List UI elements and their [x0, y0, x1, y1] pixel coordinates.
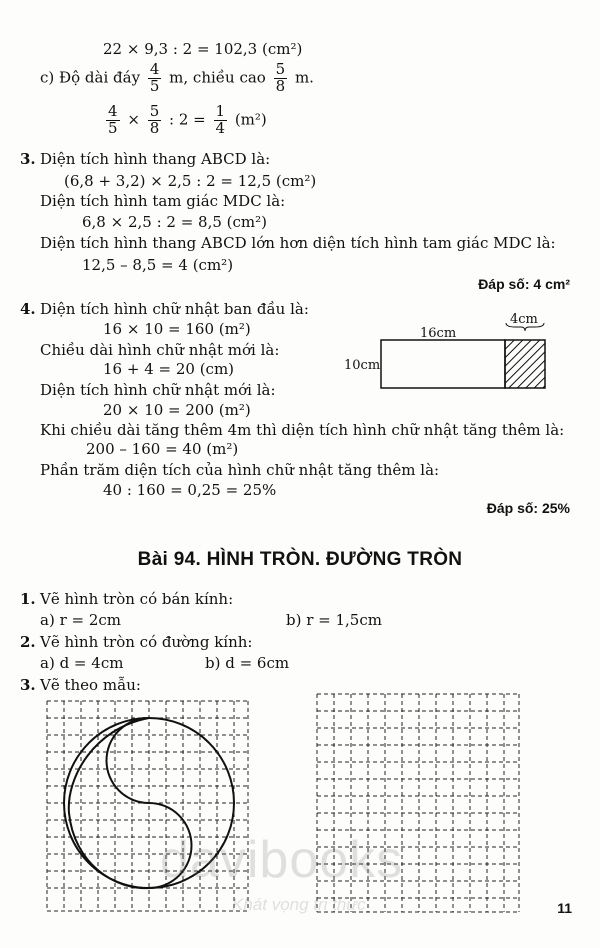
- unit-text: (m²): [234, 110, 267, 129]
- q2-option-a: a) d = 4cm: [40, 654, 124, 672]
- divide-text: : 2 =: [169, 110, 206, 129]
- ex4-answer: Đáp số: 25%: [486, 500, 570, 516]
- watermark-slogan: Khát vọng tri thức: [232, 895, 366, 914]
- ex4-calc5: 40 : 160 = 0,25 = 25%: [103, 481, 277, 499]
- times-sign: ×: [127, 110, 140, 129]
- ex4-line2: Chiều dài hình chữ nhật mới là:: [40, 341, 280, 359]
- part-c-prefix: c) Độ dài đáy: [40, 68, 141, 87]
- fraction-b: $\frac{5}{8}$: [149, 102, 160, 137]
- ex3-answer: Đáp số: 4 cm²: [478, 276, 570, 292]
- ex4-line3: Diện tích hình chữ nhật mới là:: [40, 381, 276, 399]
- q2-number: 2.: [20, 633, 36, 651]
- ex4-calc2: 16 + 4 = 20 (cm): [103, 360, 235, 378]
- label-extension: 4cm: [510, 312, 538, 327]
- original-rectangle: [381, 340, 505, 388]
- extension-hatched: [505, 340, 545, 388]
- q3-number: 3.: [20, 676, 36, 694]
- rectangle-figure: [340, 310, 565, 390]
- lesson-title: Bài 94. HÌNH TRÒN. ĐƯỜNG TRÒN: [137, 549, 463, 570]
- part-c-calc: [103, 104, 267, 137]
- part-c-suffix: m.: [294, 68, 314, 87]
- watermark-brand: davibooks: [160, 831, 404, 889]
- ex4-calc4: 200 – 160 = 40 (m²): [86, 440, 239, 458]
- fraction-result: $\frac{1}{4}$: [215, 102, 226, 137]
- ex4-number: 4.: [20, 300, 36, 318]
- calc-line-b: 22 × 9,3 : 2 = 102,3 (cm²): [103, 40, 303, 58]
- q1-text: Vẽ hình tròn có bán kính:: [40, 590, 234, 608]
- q1-option-b: b) r = 1,5cm: [286, 611, 382, 629]
- ex3-calc1: (6,8 + 3,2) × 2,5 : 2 = 12,5 (cm²): [64, 172, 317, 190]
- q2-text: Vẽ hình tròn có đường kính:: [40, 633, 253, 651]
- ex3-calc2: 6,8 × 2,5 : 2 = 8,5 (cm²): [82, 213, 268, 231]
- part-c-statement: [40, 62, 314, 95]
- label-length: 16cm: [420, 326, 457, 341]
- ex4-line4: Khi chiều dài tăng thêm 4m thì diện tích hình chữ nhật tăng thêm là:: [40, 421, 565, 439]
- fraction-height: $\frac{5}{8}$: [275, 60, 286, 95]
- ex4-calc3: 20 × 10 = 200 (m²): [103, 401, 251, 419]
- ex3-number: 3.: [20, 150, 36, 168]
- ex4-line5: Phần trăm diện tích của hình chữ nhật tăng thêm là:: [40, 461, 440, 479]
- page-number: 11: [557, 900, 572, 916]
- fraction-a: $\frac{4}{5}$: [108, 102, 118, 137]
- q1-option-a: a) r = 2cm: [40, 611, 122, 629]
- ex3-line3: Diện tích hình thang ABCD lớn hơn diện tích hình tam giác MDC là:: [40, 234, 556, 252]
- ex4-line1: Diện tích hình chữ nhật ban đầu là:: [40, 300, 309, 318]
- ex3-calc3: 12,5 – 8,5 = 4 (cm²): [82, 256, 234, 274]
- q2-option-b: b) d = 6cm: [205, 654, 290, 672]
- ex3-line1: Diện tích hình thang ABCD là:: [40, 150, 271, 168]
- fraction-base: $\frac{4}{5}$: [149, 60, 160, 95]
- q3-text: Vẽ theo mẫu:: [40, 676, 141, 694]
- q1-number: 1.: [20, 590, 36, 608]
- part-c-mid: m, chiều cao: [169, 68, 266, 87]
- ex4-calc1: 16 × 10 = 160 (m²): [103, 320, 251, 338]
- label-width: 10cm: [344, 358, 381, 373]
- ex3-line2: Diện tích hình tam giác MDC là:: [40, 192, 286, 210]
